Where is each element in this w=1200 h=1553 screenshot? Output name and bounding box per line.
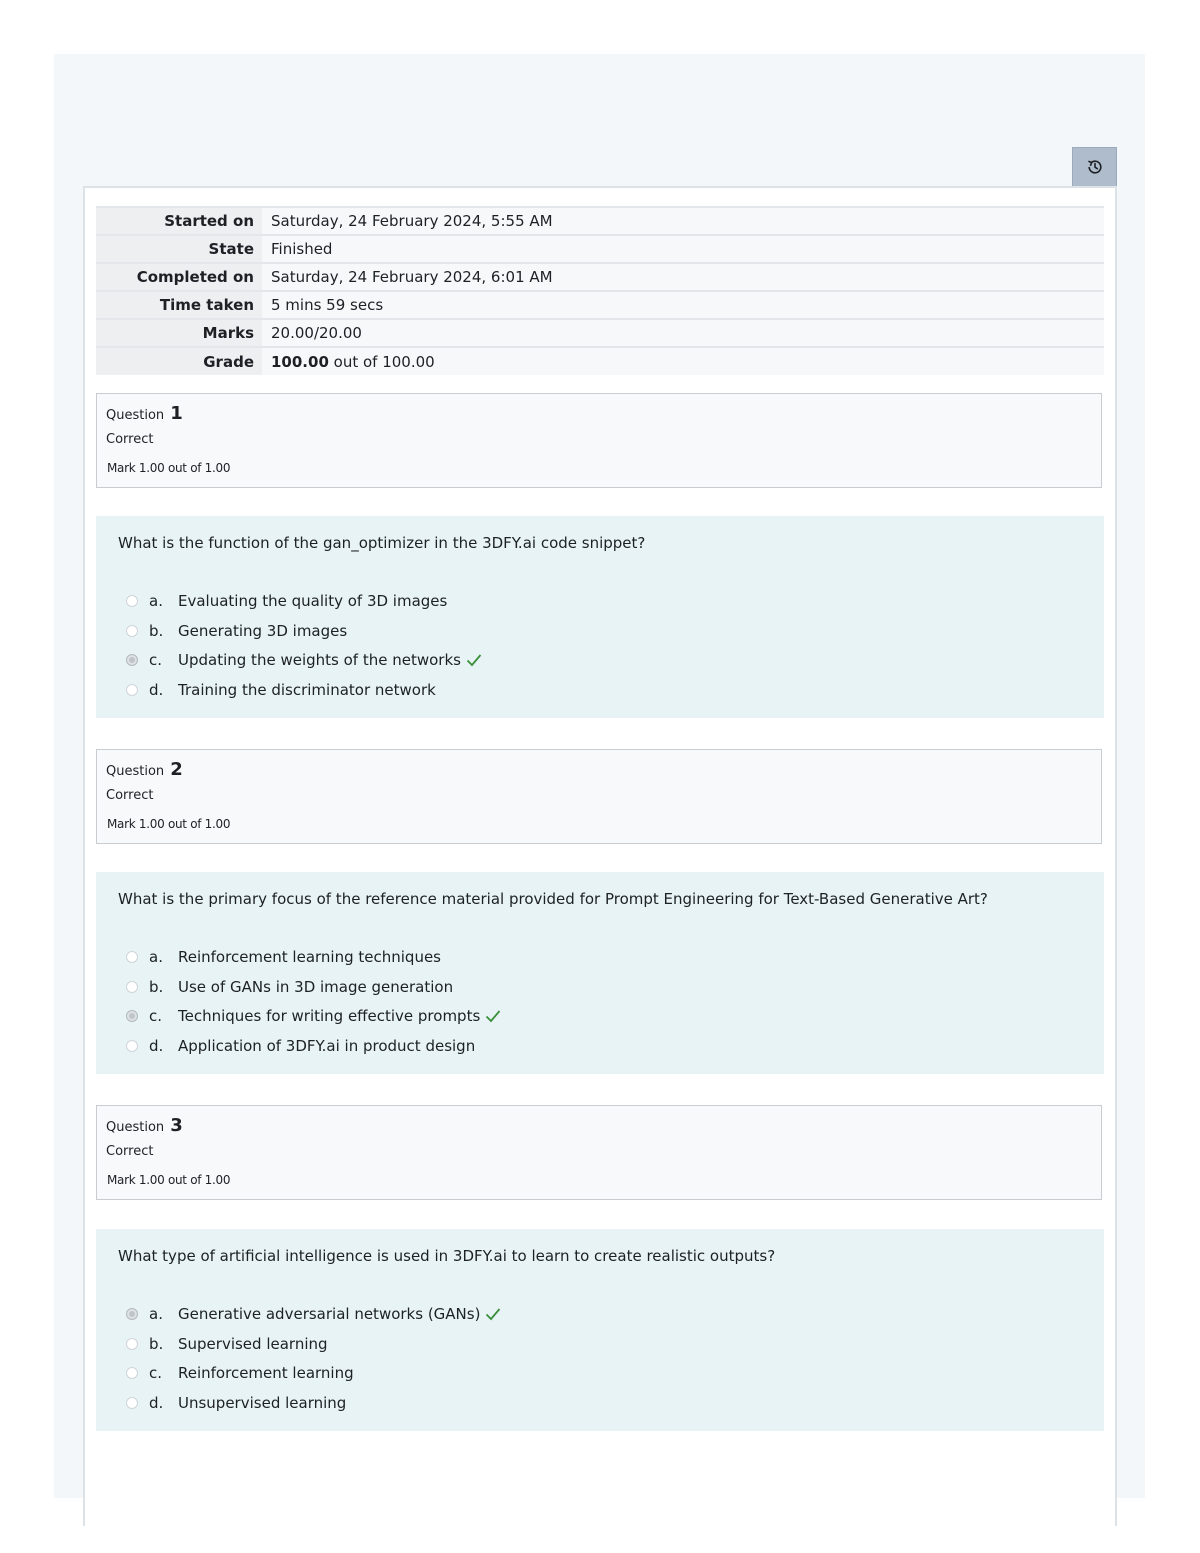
- answer-option[interactable]: [126, 1031, 501, 1061]
- question-info-3: [96, 1105, 1102, 1200]
- answer-list: [126, 942, 501, 1061]
- answer-text: Supervised learning: [178, 1334, 328, 1353]
- answer-list: [126, 1299, 501, 1418]
- question-number-value: 2: [170, 759, 183, 780]
- summary-value: 5 mins 59 secs: [262, 291, 1104, 319]
- answer-text: Reinforcement learning techniques: [178, 947, 441, 966]
- answer-letter: b.: [149, 977, 164, 996]
- question-state: Correct: [106, 432, 154, 447]
- question-content-1: [96, 516, 1104, 718]
- answer-list: [126, 586, 482, 705]
- summary-value: Finished: [262, 235, 1104, 263]
- answer-text: Unsupervised learning: [178, 1393, 347, 1412]
- answer-radio-checked[interactable]: [126, 1308, 138, 1320]
- question-state: Correct: [106, 788, 154, 803]
- answer-option[interactable]: [126, 645, 482, 675]
- answer-letter: a.: [149, 947, 163, 966]
- question-number-value: 1: [170, 403, 183, 424]
- question-text: What type of artificial intelligence is used in 3DFY.ai to learn to create realistic outputs?: [118, 1247, 776, 1265]
- answer-radio[interactable]: [126, 1040, 138, 1052]
- answer-option[interactable]: [126, 675, 482, 705]
- question-content-2: [96, 872, 1104, 1074]
- question-number: [106, 403, 183, 424]
- check-icon: [485, 1009, 501, 1023]
- answer-radio[interactable]: [126, 1397, 138, 1409]
- question-state: Correct: [106, 1144, 154, 1159]
- summary-row-grade: [96, 347, 1104, 375]
- question-grade: Mark 1.00 out of 1.00: [107, 461, 231, 475]
- history-icon: [1086, 158, 1104, 176]
- answer-radio[interactable]: [126, 951, 138, 963]
- answer-letter: d.: [149, 1393, 164, 1412]
- answer-letter: c.: [149, 1364, 163, 1383]
- answer-letter: b.: [149, 621, 164, 640]
- question-text: What is the function of the gan_optimizer in the 3DFY.ai code snippet?: [118, 534, 646, 552]
- review-history-button[interactable]: [1072, 147, 1117, 187]
- question-text: What is the primary focus of the reference material provided for Prompt Engineering for Text-Based Generative Art?: [118, 890, 988, 908]
- answer-radio[interactable]: [126, 1367, 138, 1379]
- answer-option[interactable]: [126, 972, 501, 1002]
- summary-label: Grade: [96, 347, 262, 375]
- answer-text: Techniques for writing effective prompts: [178, 1007, 481, 1026]
- answer-letter: a.: [149, 1304, 163, 1323]
- answer-option[interactable]: [126, 1358, 501, 1388]
- summary-row-time-taken: [96, 291, 1104, 319]
- answer-radio[interactable]: [126, 625, 138, 637]
- question-info-2: [96, 749, 1102, 844]
- grade-value: 100.00: [271, 352, 329, 371]
- attempt-summary-table: [96, 206, 1104, 375]
- answer-text: Evaluating the quality of 3D images: [178, 591, 448, 610]
- answer-letter: d.: [149, 680, 164, 699]
- answer-letter: b.: [149, 1334, 164, 1353]
- answer-option[interactable]: [126, 942, 501, 972]
- summary-row-started: [96, 207, 1104, 235]
- answer-radio-checked[interactable]: [126, 654, 138, 666]
- answer-text: Application of 3DFY.ai in product design: [178, 1036, 476, 1055]
- answer-option[interactable]: [126, 1329, 501, 1359]
- answer-radio[interactable]: [126, 684, 138, 696]
- summary-value: [262, 347, 1104, 375]
- answer-option[interactable]: [126, 1001, 501, 1031]
- answer-radio[interactable]: [126, 595, 138, 607]
- question-number: [106, 1115, 183, 1136]
- summary-value: Saturday, 24 February 2024, 6:01 AM: [262, 263, 1104, 291]
- answer-text: Training the discriminator network: [178, 680, 436, 699]
- answer-letter: a.: [149, 591, 163, 610]
- question-grade: Mark 1.00 out of 1.00: [107, 1173, 231, 1187]
- answer-letter: c.: [149, 651, 163, 670]
- answer-option[interactable]: [126, 1388, 501, 1418]
- question-label: Question: [106, 408, 165, 423]
- summary-label: Marks: [96, 319, 262, 347]
- question-label: Question: [106, 764, 165, 779]
- summary-row-state: [96, 235, 1104, 263]
- summary-value: 20.00/20.00: [262, 319, 1104, 347]
- answer-text: Use of GANs in 3D image generation: [178, 977, 454, 996]
- answer-letter: d.: [149, 1036, 164, 1055]
- question-content-3: [96, 1229, 1104, 1431]
- answer-letter: c.: [149, 1007, 163, 1026]
- summary-row-marks: [96, 319, 1104, 347]
- summary-row-completed: [96, 263, 1104, 291]
- check-icon: [485, 1307, 501, 1321]
- summary-label: Time taken: [96, 291, 262, 319]
- check-icon: [466, 653, 482, 667]
- summary-label: Completed on: [96, 263, 262, 291]
- summary-label: Started on: [96, 207, 262, 235]
- answer-text: Generating 3D images: [178, 621, 348, 640]
- question-number: [106, 759, 183, 780]
- grade-out-of: out of 100.00: [328, 352, 435, 371]
- answer-option[interactable]: [126, 1299, 501, 1329]
- question-grade: Mark 1.00 out of 1.00: [107, 817, 231, 831]
- question-label: Question: [106, 1120, 165, 1135]
- answer-text: Generative adversarial networks (GANs): [178, 1304, 481, 1323]
- summary-value: Saturday, 24 February 2024, 5:55 AM: [262, 207, 1104, 235]
- answer-text: Reinforcement learning: [178, 1364, 354, 1383]
- question-info-1: [96, 393, 1102, 488]
- answer-radio[interactable]: [126, 1338, 138, 1350]
- answer-text: Updating the weights of the networks: [178, 651, 461, 670]
- answer-option[interactable]: [126, 586, 482, 616]
- summary-label: State: [96, 235, 262, 263]
- answer-radio-checked[interactable]: [126, 1010, 138, 1022]
- question-number-value: 3: [170, 1115, 183, 1136]
- answer-option[interactable]: [126, 616, 482, 646]
- answer-radio[interactable]: [126, 981, 138, 993]
